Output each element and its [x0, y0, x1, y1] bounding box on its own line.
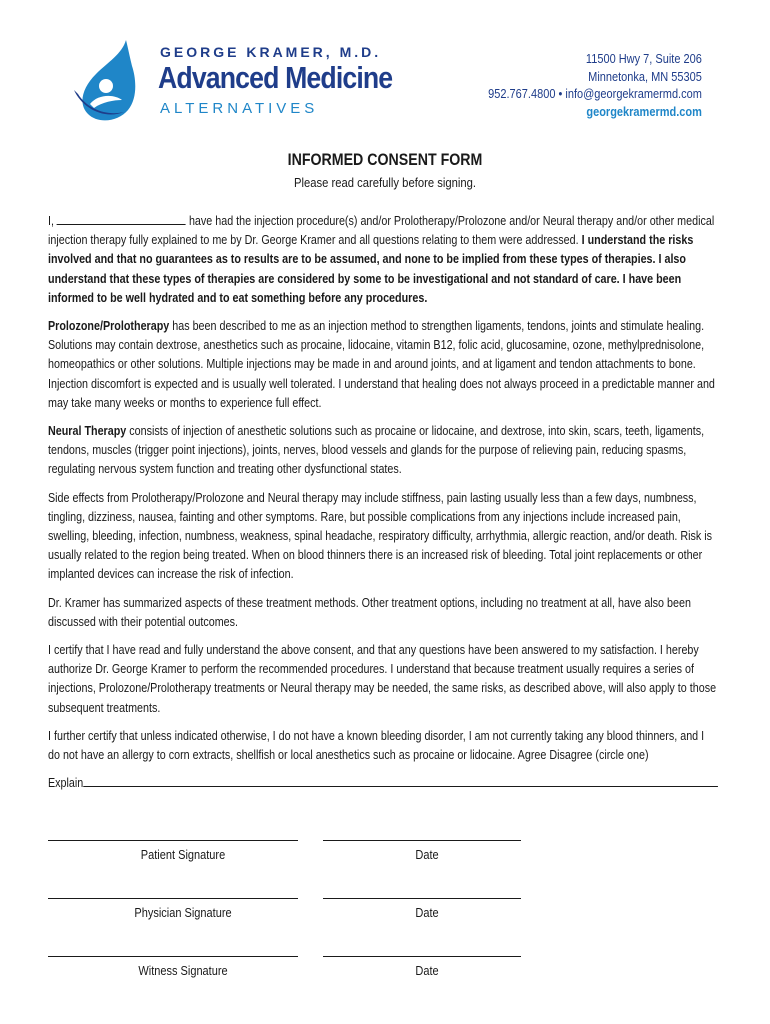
- address-line-1: 11500 Hwy 7, Suite 206: [586, 52, 702, 66]
- paragraph-treatment-options: Dr. Kramer has summarized aspects of these treatment methods. Other treatment options, including no treatment at all, have also been discussed with their potential outcomes.: [48, 595, 691, 629]
- logo-practice-name: Advanced Medicine: [158, 60, 393, 95]
- paragraph-neural-therapy: [48, 422, 719, 480]
- form-subtitle: Please read carefully before signing.: [294, 176, 476, 190]
- witness-signature-line[interactable]: [48, 956, 298, 957]
- physician-date-line[interactable]: [323, 898, 521, 899]
- patient-signature-line[interactable]: [48, 840, 298, 841]
- website-link[interactable]: georgekramermd.com: [586, 104, 702, 119]
- paragraph-text: have had the injection procedure(s) and/or Prolotherapy/Prolozone and/or Neural therapy and/or other medical injection therapy fully explained to me by Dr. George Kramer and all questions relating to them were addressed.: [48, 214, 715, 248]
- paragraph-bleeding-allergy: I further certify that unless indicated otherwise, I do not have a known bleeding disorder, I am not currently taking any blood thinners, and I do not have an allergy to corn extracts, shellfish or local anesthetics such as procaine or lidocaine. Agree Disagree (circle one): [48, 728, 705, 763]
- paragraph-heading: Neural Therapy: [48, 424, 127, 439]
- explain-field[interactable]: [83, 774, 718, 787]
- explain-row: [48, 774, 719, 793]
- paragraph-text: has been described to me as an injection method to strengthen ligaments, tendons, joints and stimulate healing. Solutions may contain dextrose, anesthetics such as procaine, lidocaine, vitamin B12, folic acid, glucosamine, ozone, methylprednisolone, homeopathics or other solutions. Multiple injections may be made in and around joints, and at ligament and tendon attachments to bone. Injection discomfort is expected and is usually well tolerated. I understand that healing does not always proceed in a predictable manner and may take many weeks or months to experience full effect.: [48, 319, 715, 410]
- address-line-2: Minnetonka, MN 55305: [588, 69, 702, 84]
- form-title: INFORMED CONSENT FORM: [287, 151, 483, 169]
- paragraph-bold-text: I understand the risks involved and that no guarantees as to results are to be assumed, and none to be implied from these types of therapies. I also understand that these types of therapies are considered by some to be investigational and not standard of care. I have been informed to be well hydrated and to eat something before any procedures.: [48, 233, 694, 305]
- phone-email: 952.767.4800 • info@georgekramermd.com: [488, 87, 702, 101]
- consent-body: [48, 212, 719, 802]
- paragraph-prolotherapy: [48, 317, 719, 413]
- explain-label: Explain: [48, 776, 84, 791]
- logo-practice-subtitle: ALTERNATIVES: [160, 100, 319, 117]
- paragraph-heading: Prolozone/Prolotherapy: [48, 319, 170, 334]
- logo-drop-icon: [64, 38, 154, 122]
- paragraph-certification: I certify that I have read and fully understand the above consent, and that any questions have been answered to my satisfaction. I hereby authorize Dr. George Kramer to perform the recommended procedures. I understand that because treatment usually requires a series of injections, Prolozone/Prolotherapy treatments or Neural therapy may be needed, the same risks, as described above, will also apply to those subsequent treatments.: [48, 643, 717, 715]
- contact-block: [488, 51, 702, 121]
- witness-date-label: Date: [415, 964, 439, 978]
- patient-name-blank[interactable]: [57, 212, 186, 225]
- physician-signature-label: Physician Signature: [134, 906, 232, 920]
- logo-doctor-name: GEORGE KRAMER, M.D.: [160, 44, 382, 60]
- witness-date-line[interactable]: [323, 956, 521, 957]
- witness-signature-label: Witness Signature: [138, 964, 228, 978]
- paragraph-acknowledgement: [48, 212, 719, 308]
- patient-date-label: Date: [415, 848, 439, 862]
- paragraph-side-effects: Side effects from Prolotherapy/Prolozone and Neural therapy may include stiffness, pain lasting usually less than a few days, numbness, tingling, dizziness, nausea, fainting and other symptoms. Rare, but possible complications from any injections include increased pain, swelling, bleeding, infection, numbness, weakness, spinal headache, respiratory difficulty, arrhythmia, allergic reaction, and/or death. Risk is usually related to the region being treated. When on blood thinners there is an increased risk of bleeding. Total joint replacements or other implanted devices can increase the risk of infection.: [48, 490, 713, 582]
- patient-date-line[interactable]: [323, 840, 521, 841]
- physician-signature-line[interactable]: [48, 898, 298, 899]
- paragraph-text: I,: [48, 214, 57, 228]
- paragraph-text: consists of injection of anesthetic solutions such as procaine or lidocaine, and dextrose, into skin, scars, teeth, ligaments, tendons, muscles (trigger point injections), joints, nerves, blood vessels and glands for the purpose of relieving pain, reducing spasms, regulating nervous system function and treating other dysfunctional states.: [48, 424, 705, 477]
- physician-date-label: Date: [415, 906, 439, 920]
- patient-signature-label: Patient Signature: [140, 848, 226, 862]
